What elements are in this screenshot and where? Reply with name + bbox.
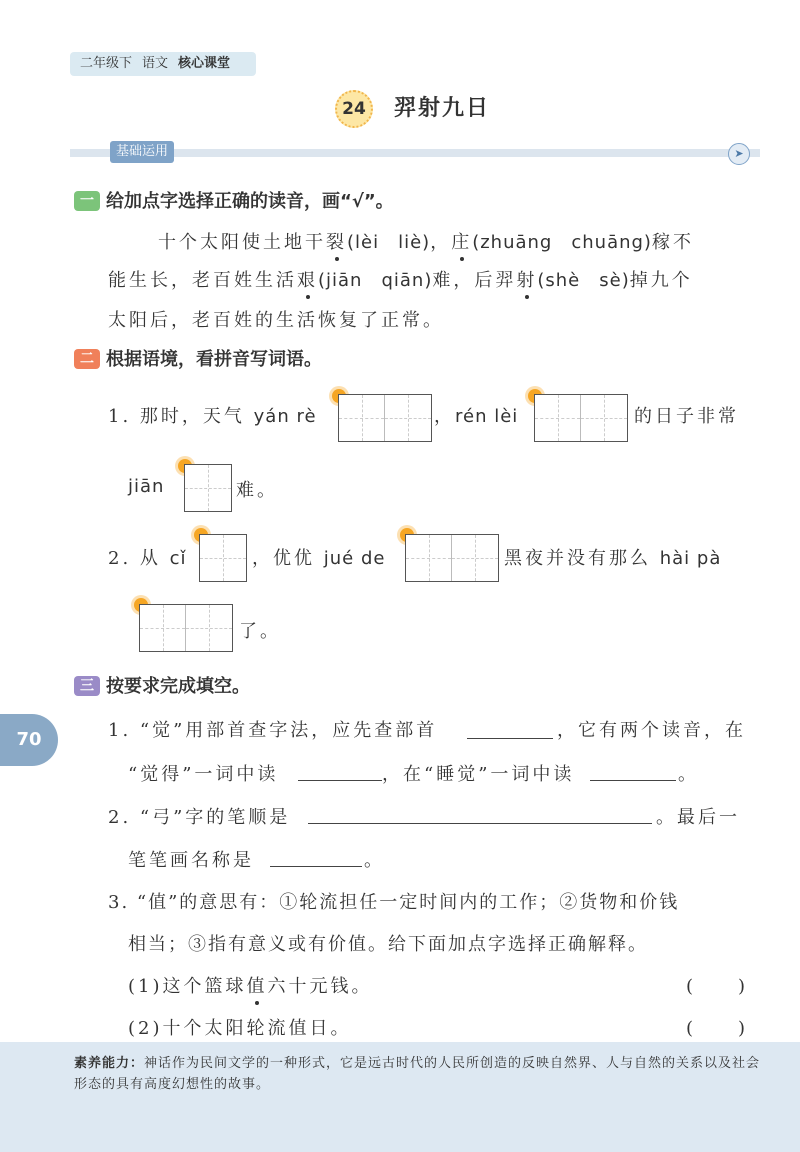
s2-q1-text-c: 的日子非常 [634, 406, 739, 427]
s3-q1-text-a: 1. “觉”用部首查字法，应先查部首 [108, 720, 438, 741]
s3-q2-text-b: 。最后一 [656, 807, 740, 828]
book-header-tag [70, 52, 256, 76]
s3-q1-text-d: ，在“睡觉”一词中读 [382, 764, 575, 785]
section-3-title: 按要求完成填空。 [106, 676, 250, 697]
s2-q1-text-a: 1. 那时，天气 yán rè [108, 406, 317, 427]
s2-q2-text-d: 了。 [239, 621, 281, 642]
series-label: 核心课堂 [178, 56, 231, 71]
section-2-number: 二 [74, 349, 100, 369]
s2-q2-text-a: 2. 从 cǐ [108, 548, 187, 569]
lesson-title: 羿射九日 [394, 95, 491, 121]
section-1-number: 一 [74, 191, 100, 211]
grade-label: 二年级下 [80, 56, 133, 71]
s2-q2-text-c: 黑夜并没有那么 hài pà [504, 548, 722, 569]
paper-plane-icon: ➤ [728, 143, 750, 165]
s3-q2-text-c: 笔笔画名称是 [128, 850, 254, 871]
s3-q1-text-e: 。 [678, 764, 699, 785]
s3-q1-text-c: “觉得”一词中读 [128, 764, 279, 785]
dotted-char: 艰 [297, 270, 318, 291]
lesson-number-badge: 24 [335, 90, 373, 128]
dotted-char: 裂 [326, 232, 347, 253]
write-grid-juede[interactable] [405, 534, 499, 582]
s3-q3-text-b: 相当；③指有意义或有价值。给下面加点字选择正确解释。 [128, 934, 648, 955]
s3-q3-text-a: 3. “值”的意思有：①轮流担任一定时间内的工作；②货物和价钱 [108, 892, 680, 913]
s1-line-1: 十个太阳使土地干裂(lèi liè)，庄(zhuāng chuāng)稼不 [158, 232, 694, 253]
footer-note [74, 1053, 764, 1095]
blank-reading-2[interactable] [590, 780, 676, 781]
s2-q2-text-b: ，优优 jué de [252, 548, 386, 569]
write-grid-jian[interactable] [184, 464, 232, 512]
section-2-title: 根据语境，看拼音写词语。 [106, 349, 322, 370]
dotted-char: 庄 [451, 232, 473, 253]
s2-q1-text-b: ，rén lèi [434, 406, 519, 427]
s3-q3-item-1: (1)这个篮球值六十元钱。 [128, 976, 373, 997]
dotted-char: 射 [516, 270, 538, 291]
answer-paren-2[interactable]: ( ) [686, 1018, 749, 1039]
blank-radical[interactable] [467, 738, 553, 739]
dotted-char: 值 [246, 976, 268, 997]
s3-q2-text-a: 2. “弓”字的笔顺是 [108, 807, 291, 828]
blank-stroke-name[interactable] [270, 866, 362, 867]
s3-q2-text-d: 。 [364, 850, 385, 871]
write-grid-renlei[interactable] [534, 394, 628, 442]
write-grid-haipa[interactable] [139, 604, 233, 652]
s1-line-3: 太阳后，老百姓的生活恢复了正常。 [108, 310, 444, 331]
blank-stroke-order[interactable] [308, 823, 652, 824]
page-number: 70 [0, 714, 58, 766]
footer-body: 神话作为民间文学的一种形式，它是远古时代的人民所创造的反映自然界、人与自然的关系以及社会形态的具有高度幻想性的故事。 [74, 1056, 761, 1092]
s3-q3-item-2: (2)十个太阳轮流值日。 [128, 1018, 352, 1039]
s1-line-2: 能生长，老百姓生活艰(jiān qiān)难，后羿射(shè sè)掉九个 [108, 270, 693, 291]
section-3-number: 三 [74, 676, 100, 696]
s2-q1-pinyin-jian: jiān [128, 476, 165, 497]
answer-paren-1[interactable]: ( ) [686, 976, 749, 997]
write-grid-ci[interactable] [199, 534, 247, 582]
section-band-label: 基础运用 [110, 141, 174, 163]
section-1-title: 给加点字选择正确的读音，画“√”。 [106, 191, 394, 212]
s2-q1-text-d: 难。 [236, 480, 278, 501]
subject-label: 语文 [142, 56, 169, 71]
dotted-char: 值 [288, 1018, 310, 1039]
write-grid-yanre[interactable] [338, 394, 432, 442]
footer-label: 素养能力： [74, 1056, 145, 1071]
blank-reading-1[interactable] [298, 780, 382, 781]
s3-q1-text-b: ，它有两个读音，在 [557, 720, 746, 741]
